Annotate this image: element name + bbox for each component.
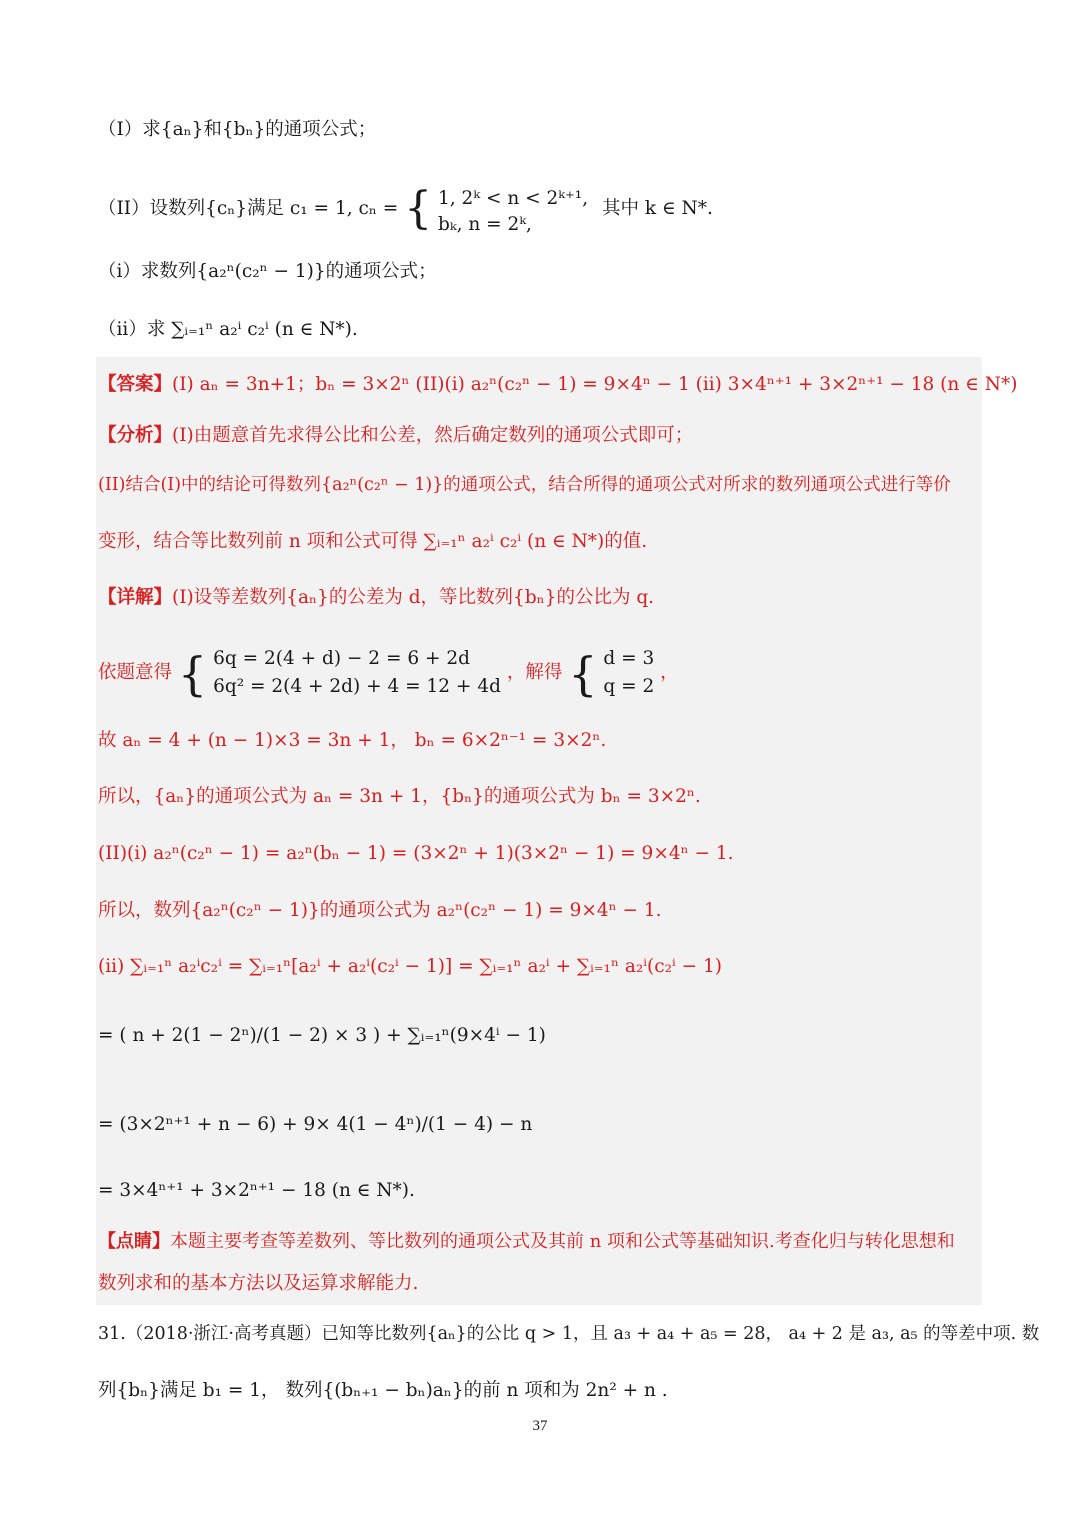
detail-tag: 【详解】 bbox=[98, 587, 173, 608]
answer-section-background bbox=[96, 357, 982, 1305]
comment-text-1: 本题主要考查等差数列、等比数列的通项公式及其前 n 项和公式等基础知识.考查化归与转化思想和 bbox=[170, 1231, 955, 1252]
piecewise-cases bbox=[438, 186, 588, 238]
question-part-2-ii: （ii）求 ∑ᵢ₌₁ⁿ a₂ⁱ c₂ⁱ (n ∈ N*). bbox=[98, 319, 358, 340]
system-equations bbox=[213, 645, 501, 701]
detail-line-5: (II)(i) a₂ⁿ(c₂ⁿ − 1) = a₂ⁿ(bₙ − 1) = (3×2ⁿ + 1)(3×2ⁿ − 1) = 9×4ⁿ − 1. bbox=[98, 843, 734, 864]
detail-line-9: = (3×2ⁿ⁺¹ + n − 6) + 9× 4(1 − 4ⁿ)/(1 − 4) − n bbox=[98, 1114, 533, 1135]
detail-2-prefix: 依题意得 bbox=[98, 662, 173, 683]
system-brace-2: { bbox=[568, 647, 598, 701]
detail-line-4: 所以，{aₙ}的通项公式为 aₙ = 3n + 1，{bₙ}的通项公式为 bₙ = 3×2ⁿ. bbox=[98, 786, 701, 807]
comment-line-2: 数列求和的基本方法以及运算求解能力. bbox=[98, 1273, 419, 1294]
comment-line-1 bbox=[98, 1228, 982, 1256]
detail-line-3: 故 aₙ = 4 + (n − 1)×3 = 3n + 1， bₙ = 6×2ⁿ⁻¹ = 3×2ⁿ. bbox=[98, 730, 607, 751]
detail-line-7: (ii) ∑ᵢ₌₁ⁿ a₂ⁱc₂ⁱ = ∑ᵢ₌₁ⁿ[a₂ⁱ + a₂ⁱ(c₂ⁱ − 1)] = ∑ᵢ₌₁ⁿ a₂ⁱ + ∑ᵢ₌₁ⁿ a₂ⁱ(c₂ⁱ − 1) bbox=[98, 956, 722, 977]
next-problem-line-1: 31.（2018·浙江·高考真题）已知等比数列{aₙ}的公比 q > 1，且 a₃ + a₄ + a₅ = 28， a₄ + 2 是 a₃, a₅ 的等差中项. 数 bbox=[98, 1324, 1040, 1344]
system-eq-1: 6q = 2(4 + d) − 2 = 6 + 2d bbox=[213, 648, 470, 669]
page-number: 37 bbox=[532, 1418, 548, 1434]
detail-line-8: = ( n + 2(1 − 2ⁿ)/(1 − 2) × 3 ) + ∑ᵢ₌₁ⁿ(9×4ⁱ − 1) bbox=[98, 1025, 546, 1046]
question-part-2 bbox=[98, 183, 982, 238]
answer-line bbox=[98, 371, 1018, 399]
analysis-line-3: 变形，结合等比数列前 n 项和公式可得 ∑ᵢ₌₁ⁿ a₂ⁱ c₂ⁱ (n ∈ N*)的值. bbox=[98, 531, 648, 552]
answer-tag: 【答案】 bbox=[98, 374, 173, 395]
piecewise-brace: { bbox=[404, 183, 433, 234]
analysis-line-2: (II)结合(I)中的结论可得数列{a₂ⁿ(c₂ⁿ − 1)}的通项公式，结合所得的通项公式对所求的数列通项公式进行等价 bbox=[98, 475, 951, 495]
answer-text: (I) aₙ = 3n+1；bₙ = 3×2ⁿ (II)(i) a₂ⁿ(c₂ⁿ − 1) = 9×4ⁿ − 1 (ii) 3×4ⁿ⁺¹ + 3×2ⁿ⁺¹ − 18 (n ∈ N*) bbox=[172, 374, 1018, 395]
detail-line-10: = 3×4ⁿ⁺¹ + 3×2ⁿ⁺¹ − 18 (n ∈ N*). bbox=[98, 1180, 415, 1201]
detail-2-mid: ，解得 bbox=[506, 662, 563, 683]
comment-tag: 【点睛】 bbox=[98, 1231, 170, 1252]
analysis-line-1 bbox=[98, 422, 982, 450]
system-sol-1: d = 3 bbox=[603, 648, 655, 669]
analysis-tag: 【分析】 bbox=[98, 425, 173, 446]
system-solutions bbox=[603, 645, 654, 701]
piecewise-case-1: 1, 2ᵏ < n < 2ᵏ⁺¹, bbox=[438, 188, 589, 209]
system-brace-1: { bbox=[177, 647, 208, 701]
next-problem-line-2: 列{bₙ}满足 b₁ = 1， 数列{(bₙ₊₁ − bₙ)aₙ}的前 n 项和为 2n² + n . bbox=[98, 1380, 668, 1401]
part2-prefix: （II）设数列{cₙ}满足 c₁ = 1, cₙ = bbox=[98, 198, 399, 219]
detail-2-end: ， bbox=[660, 662, 679, 683]
part2-suffix: 其中 k ∈ N*. bbox=[601, 198, 713, 219]
detail-line-6: 所以，数列{a₂ⁿ(c₂ⁿ − 1)}的通项公式为 a₂ⁿ(c₂ⁿ − 1) = 9×4ⁿ − 1. bbox=[98, 900, 662, 921]
question-part-2-i: （i）求数列{a₂ⁿ(c₂ⁿ − 1)}的通项公式； bbox=[98, 261, 437, 282]
system-eq-2: 6q² = 2(4 + 2d) + 4 = 12 + 4d bbox=[213, 676, 501, 697]
system-sol-2: q = 2 bbox=[603, 676, 655, 697]
detail-text-1: (I)设等差数列{aₙ}的公差为 d，等比数列{bₙ}的公比为 q. bbox=[172, 587, 655, 608]
analysis-text-1: (I)由题意首先求得公比和公差，然后确定数列的通项公式即可； bbox=[172, 425, 694, 446]
detail-line-2 bbox=[98, 645, 982, 701]
question-part-1: （I）求{aₙ}和{bₙ}的通项公式； bbox=[98, 119, 377, 140]
piecewise-case-2: bₖ, n = 2ᵏ, bbox=[438, 214, 532, 235]
detail-line-1 bbox=[98, 584, 982, 612]
